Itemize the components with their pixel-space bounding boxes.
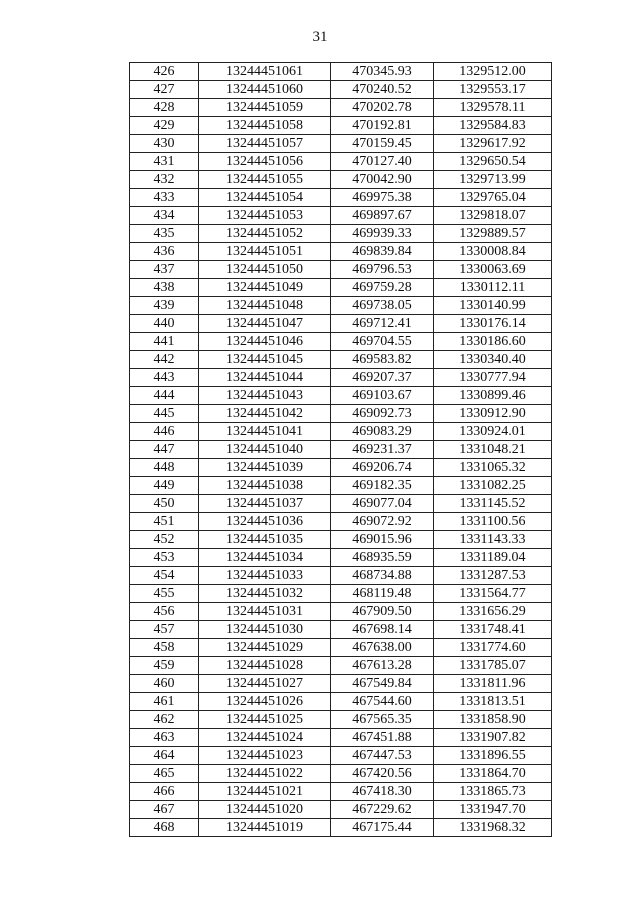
y-coordinate-cell: 1329617.92 xyxy=(434,135,552,153)
y-coordinate-cell: 1329889.57 xyxy=(434,225,552,243)
y-coordinate-cell: 1331813.51 xyxy=(434,693,552,711)
x-coordinate-cell: 469207.37 xyxy=(331,369,434,387)
point-id-cell: 13244451053 xyxy=(199,207,331,225)
point-number-cell: 455 xyxy=(130,585,199,603)
point-number-cell: 429 xyxy=(130,117,199,135)
table-row xyxy=(130,711,552,729)
point-number-cell: 430 xyxy=(130,135,199,153)
point-number-cell: 445 xyxy=(130,405,199,423)
table-row xyxy=(130,369,552,387)
x-coordinate-cell: 469704.55 xyxy=(331,333,434,351)
y-coordinate-cell: 1330008.84 xyxy=(434,243,552,261)
y-coordinate-cell: 1329713.99 xyxy=(434,171,552,189)
table-row xyxy=(130,117,552,135)
point-number-cell: 434 xyxy=(130,207,199,225)
x-coordinate-cell: 470127.40 xyxy=(331,153,434,171)
table-row xyxy=(130,729,552,747)
table-row xyxy=(130,513,552,531)
point-number-cell: 431 xyxy=(130,153,199,171)
point-id-cell: 13244451031 xyxy=(199,603,331,621)
table-row xyxy=(130,243,552,261)
point-id-cell: 13244451034 xyxy=(199,549,331,567)
point-id-cell: 13244451019 xyxy=(199,819,331,837)
point-id-cell: 13244451036 xyxy=(199,513,331,531)
y-coordinate-cell: 1329765.04 xyxy=(434,189,552,207)
point-number-cell: 462 xyxy=(130,711,199,729)
table-row xyxy=(130,765,552,783)
table-row xyxy=(130,423,552,441)
y-coordinate-cell: 1329553.17 xyxy=(434,81,552,99)
point-number-cell: 454 xyxy=(130,567,199,585)
point-number-cell: 437 xyxy=(130,261,199,279)
point-number-cell: 466 xyxy=(130,783,199,801)
y-coordinate-cell: 1331968.32 xyxy=(434,819,552,837)
point-number-cell: 467 xyxy=(130,801,199,819)
point-number-cell: 426 xyxy=(130,63,199,81)
x-coordinate-cell: 470240.52 xyxy=(331,81,434,99)
table-row xyxy=(130,81,552,99)
y-coordinate-cell: 1330899.46 xyxy=(434,387,552,405)
point-id-cell: 13244451042 xyxy=(199,405,331,423)
point-number-cell: 446 xyxy=(130,423,199,441)
y-coordinate-cell: 1331785.07 xyxy=(434,657,552,675)
point-id-cell: 13244451057 xyxy=(199,135,331,153)
point-number-cell: 444 xyxy=(130,387,199,405)
point-number-cell: 449 xyxy=(130,477,199,495)
point-number-cell: 447 xyxy=(130,441,199,459)
y-coordinate-cell: 1329650.54 xyxy=(434,153,552,171)
y-coordinate-cell: 1329578.11 xyxy=(434,99,552,117)
point-id-cell: 13244451052 xyxy=(199,225,331,243)
point-id-cell: 13244451030 xyxy=(199,621,331,639)
point-id-cell: 13244451055 xyxy=(199,171,331,189)
x-coordinate-cell: 468734.88 xyxy=(331,567,434,585)
point-number-cell: 435 xyxy=(130,225,199,243)
x-coordinate-cell: 467613.28 xyxy=(331,657,434,675)
table-row xyxy=(130,693,552,711)
point-id-cell: 13244451044 xyxy=(199,369,331,387)
point-number-cell: 463 xyxy=(130,729,199,747)
x-coordinate-cell: 467451.88 xyxy=(331,729,434,747)
point-id-cell: 13244451040 xyxy=(199,441,331,459)
y-coordinate-cell: 1330063.69 xyxy=(434,261,552,279)
x-coordinate-cell: 469231.37 xyxy=(331,441,434,459)
y-coordinate-cell: 1331048.21 xyxy=(434,441,552,459)
table-row xyxy=(130,189,552,207)
x-coordinate-cell: 469015.96 xyxy=(331,531,434,549)
point-number-cell: 451 xyxy=(130,513,199,531)
point-id-cell: 13244451032 xyxy=(199,585,331,603)
point-id-cell: 13244451027 xyxy=(199,675,331,693)
y-coordinate-cell: 1331100.56 xyxy=(434,513,552,531)
x-coordinate-cell: 469839.84 xyxy=(331,243,434,261)
x-coordinate-cell: 467175.44 xyxy=(331,819,434,837)
x-coordinate-cell: 467565.35 xyxy=(331,711,434,729)
point-number-cell: 464 xyxy=(130,747,199,765)
table-row xyxy=(130,171,552,189)
x-coordinate-cell: 467698.14 xyxy=(331,621,434,639)
x-coordinate-cell: 469975.38 xyxy=(331,189,434,207)
point-id-cell: 13244451025 xyxy=(199,711,331,729)
x-coordinate-cell: 467544.60 xyxy=(331,693,434,711)
coordinates-table xyxy=(129,62,552,837)
point-id-cell: 13244451037 xyxy=(199,495,331,513)
y-coordinate-cell: 1329584.83 xyxy=(434,117,552,135)
y-coordinate-cell: 1331811.96 xyxy=(434,675,552,693)
x-coordinate-cell: 469182.35 xyxy=(331,477,434,495)
table-row xyxy=(130,99,552,117)
x-coordinate-cell: 467420.56 xyxy=(331,765,434,783)
y-coordinate-cell: 1330924.01 xyxy=(434,423,552,441)
x-coordinate-cell: 469077.04 xyxy=(331,495,434,513)
y-coordinate-cell: 1331896.55 xyxy=(434,747,552,765)
point-number-cell: 450 xyxy=(130,495,199,513)
point-id-cell: 13244451024 xyxy=(199,729,331,747)
point-id-cell: 13244451051 xyxy=(199,243,331,261)
table-row xyxy=(130,63,552,81)
point-number-cell: 440 xyxy=(130,315,199,333)
point-number-cell: 448 xyxy=(130,459,199,477)
x-coordinate-cell: 468935.59 xyxy=(331,549,434,567)
y-coordinate-cell: 1331907.82 xyxy=(434,729,552,747)
page-number: 31 xyxy=(312,29,328,45)
table-row xyxy=(130,225,552,243)
y-coordinate-cell: 1331774.60 xyxy=(434,639,552,657)
point-id-cell: 13244451035 xyxy=(199,531,331,549)
x-coordinate-cell: 469206.74 xyxy=(331,459,434,477)
x-coordinate-cell: 467638.00 xyxy=(331,639,434,657)
point-id-cell: 13244451028 xyxy=(199,657,331,675)
y-coordinate-cell: 1331143.33 xyxy=(434,531,552,549)
x-coordinate-cell: 469083.29 xyxy=(331,423,434,441)
point-number-cell: 452 xyxy=(130,531,199,549)
point-number-cell: 433 xyxy=(130,189,199,207)
table-row xyxy=(130,531,552,549)
x-coordinate-cell: 469738.05 xyxy=(331,297,434,315)
point-id-cell: 13244451026 xyxy=(199,693,331,711)
point-id-cell: 13244451021 xyxy=(199,783,331,801)
x-coordinate-cell: 467909.50 xyxy=(331,603,434,621)
table-row xyxy=(130,279,552,297)
point-id-cell: 13244451045 xyxy=(199,351,331,369)
table-row xyxy=(130,459,552,477)
y-coordinate-cell: 1331564.77 xyxy=(434,585,552,603)
x-coordinate-cell: 469103.67 xyxy=(331,387,434,405)
x-coordinate-cell: 470159.45 xyxy=(331,135,434,153)
x-coordinate-cell: 469072.92 xyxy=(331,513,434,531)
table-row xyxy=(130,297,552,315)
table-row xyxy=(130,135,552,153)
point-id-cell: 13244451058 xyxy=(199,117,331,135)
point-number-cell: 427 xyxy=(130,81,199,99)
x-coordinate-cell: 468119.48 xyxy=(331,585,434,603)
x-coordinate-cell: 469759.28 xyxy=(331,279,434,297)
y-coordinate-cell: 1330176.14 xyxy=(434,315,552,333)
point-id-cell: 13244451039 xyxy=(199,459,331,477)
table-row xyxy=(130,261,552,279)
table-row xyxy=(130,585,552,603)
point-number-cell: 459 xyxy=(130,657,199,675)
table-row xyxy=(130,405,552,423)
y-coordinate-cell: 1330340.40 xyxy=(434,351,552,369)
x-coordinate-cell: 467549.84 xyxy=(331,675,434,693)
y-coordinate-cell: 1331748.41 xyxy=(434,621,552,639)
table-row xyxy=(130,315,552,333)
point-id-cell: 13244451061 xyxy=(199,63,331,81)
table-row xyxy=(130,783,552,801)
point-number-cell: 468 xyxy=(130,819,199,837)
table-row xyxy=(130,819,552,837)
y-coordinate-cell: 1331858.90 xyxy=(434,711,552,729)
coordinates-table-body xyxy=(130,63,552,837)
table-row xyxy=(130,567,552,585)
x-coordinate-cell: 470042.90 xyxy=(331,171,434,189)
table-row xyxy=(130,639,552,657)
point-number-cell: 453 xyxy=(130,549,199,567)
table-row xyxy=(130,675,552,693)
table-row xyxy=(130,477,552,495)
point-number-cell: 428 xyxy=(130,99,199,117)
point-id-cell: 13244451029 xyxy=(199,639,331,657)
x-coordinate-cell: 467418.30 xyxy=(331,783,434,801)
point-id-cell: 13244451050 xyxy=(199,261,331,279)
table-row xyxy=(130,621,552,639)
table-row xyxy=(130,549,552,567)
point-id-cell: 13244451041 xyxy=(199,423,331,441)
table-row xyxy=(130,657,552,675)
table-row xyxy=(130,351,552,369)
point-id-cell: 13244451049 xyxy=(199,279,331,297)
point-id-cell: 13244451060 xyxy=(199,81,331,99)
table-row xyxy=(130,153,552,171)
point-number-cell: 438 xyxy=(130,279,199,297)
point-id-cell: 13244451047 xyxy=(199,315,331,333)
x-coordinate-cell: 467229.62 xyxy=(331,801,434,819)
point-number-cell: 436 xyxy=(130,243,199,261)
x-coordinate-cell: 469939.33 xyxy=(331,225,434,243)
point-number-cell: 465 xyxy=(130,765,199,783)
y-coordinate-cell: 1329512.00 xyxy=(434,63,552,81)
table-row xyxy=(130,207,552,225)
point-number-cell: 458 xyxy=(130,639,199,657)
y-coordinate-cell: 1330112.11 xyxy=(434,279,552,297)
y-coordinate-cell: 1331864.70 xyxy=(434,765,552,783)
y-coordinate-cell: 1331145.52 xyxy=(434,495,552,513)
point-number-cell: 443 xyxy=(130,369,199,387)
y-coordinate-cell: 1330140.99 xyxy=(434,297,552,315)
point-id-cell: 13244451022 xyxy=(199,765,331,783)
y-coordinate-cell: 1331082.25 xyxy=(434,477,552,495)
table-row xyxy=(130,495,552,513)
x-coordinate-cell: 470202.78 xyxy=(331,99,434,117)
table-row xyxy=(130,441,552,459)
point-id-cell: 13244451038 xyxy=(199,477,331,495)
y-coordinate-cell: 1331065.32 xyxy=(434,459,552,477)
point-id-cell: 13244451056 xyxy=(199,153,331,171)
point-id-cell: 13244451033 xyxy=(199,567,331,585)
point-id-cell: 13244451043 xyxy=(199,387,331,405)
table-row xyxy=(130,387,552,405)
x-coordinate-cell: 469796.53 xyxy=(331,261,434,279)
x-coordinate-cell: 469092.73 xyxy=(331,405,434,423)
point-number-cell: 441 xyxy=(130,333,199,351)
y-coordinate-cell: 1330777.94 xyxy=(434,369,552,387)
point-number-cell: 457 xyxy=(130,621,199,639)
y-coordinate-cell: 1329818.07 xyxy=(434,207,552,225)
table-row xyxy=(130,747,552,765)
point-number-cell: 439 xyxy=(130,297,199,315)
point-number-cell: 461 xyxy=(130,693,199,711)
x-coordinate-cell: 467447.53 xyxy=(331,747,434,765)
y-coordinate-cell: 1331656.29 xyxy=(434,603,552,621)
y-coordinate-cell: 1330912.90 xyxy=(434,405,552,423)
point-id-cell: 13244451046 xyxy=(199,333,331,351)
table-row xyxy=(130,333,552,351)
x-coordinate-cell: 469583.82 xyxy=(331,351,434,369)
x-coordinate-cell: 469897.67 xyxy=(331,207,434,225)
point-number-cell: 442 xyxy=(130,351,199,369)
point-number-cell: 432 xyxy=(130,171,199,189)
y-coordinate-cell: 1331287.53 xyxy=(434,567,552,585)
y-coordinate-cell: 1330186.60 xyxy=(434,333,552,351)
y-coordinate-cell: 1331865.73 xyxy=(434,783,552,801)
y-coordinate-cell: 1331947.70 xyxy=(434,801,552,819)
point-id-cell: 13244451059 xyxy=(199,99,331,117)
table-row xyxy=(130,603,552,621)
point-id-cell: 13244451020 xyxy=(199,801,331,819)
x-coordinate-cell: 470345.93 xyxy=(331,63,434,81)
x-coordinate-cell: 469712.41 xyxy=(331,315,434,333)
point-id-cell: 13244451023 xyxy=(199,747,331,765)
y-coordinate-cell: 1331189.04 xyxy=(434,549,552,567)
x-coordinate-cell: 470192.81 xyxy=(331,117,434,135)
point-id-cell: 13244451048 xyxy=(199,297,331,315)
point-number-cell: 460 xyxy=(130,675,199,693)
table-row xyxy=(130,801,552,819)
point-number-cell: 456 xyxy=(130,603,199,621)
point-id-cell: 13244451054 xyxy=(199,189,331,207)
